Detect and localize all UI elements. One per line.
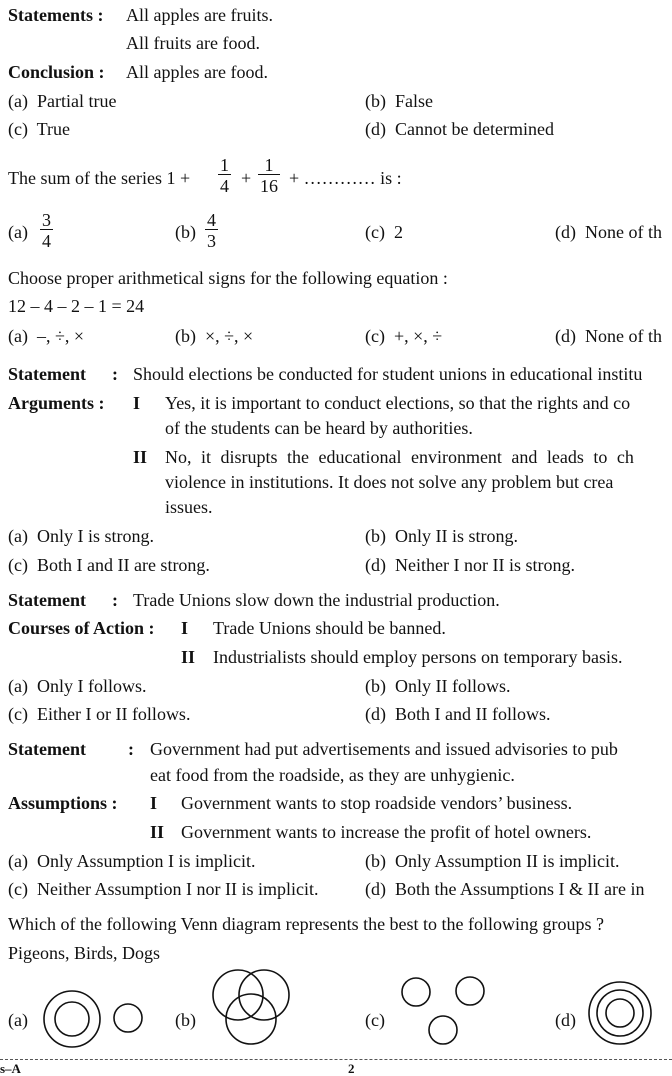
venn-d-inner-circle	[606, 999, 634, 1027]
page-number: 2	[348, 1061, 355, 1076]
statement-2: All fruits are food.	[126, 33, 260, 53]
assumptions-label: Assumptions :	[8, 793, 118, 813]
q4-option-a[interactable]: (a) Only I is strong.	[8, 526, 154, 546]
q3-option-c[interactable]: (c) +, ×, ÷	[365, 326, 443, 346]
course-2: Industrialists should employ persons on temporary basis.	[213, 647, 623, 667]
argument-1-line-1: Yes, it is important to conduct elections, so that the rights and co	[165, 393, 631, 413]
q1-option-d[interactable]: (d) Cannot be determined	[365, 119, 554, 139]
q7-option-a-key[interactable]: (a)	[8, 1010, 28, 1030]
conclusion-label: Conclusion :	[8, 62, 105, 82]
q3-option-a[interactable]: (a) –, ÷, ×	[8, 326, 85, 346]
argument-1-line-2: of the students can be heard by authorities.	[165, 418, 473, 438]
q4-option-b[interactable]: (b) Only II is strong.	[365, 526, 518, 546]
q4-option-c[interactable]: (c) Both I and II are strong.	[8, 555, 210, 575]
argument-1-numeral: I	[133, 393, 141, 413]
q1-option-a[interactable]: (a) Partial true	[8, 91, 117, 111]
venn-option-d[interactable]	[586, 978, 666, 1058]
argument-2-line-2: violence in institutions. It does not solve any problem but crea	[165, 472, 614, 492]
course-1: Trade Unions should be banned.	[213, 618, 446, 638]
q5-colon: :	[112, 590, 118, 610]
q7-groups: Pigeons, Birds, Dogs	[8, 943, 161, 963]
q3-option-b[interactable]: (b) ×, ÷, ×	[175, 326, 254, 346]
venn-a-outer-circle	[44, 991, 100, 1047]
assumption-1-numeral: I	[150, 793, 158, 813]
q5-option-a[interactable]: (a) Only I follows.	[8, 676, 147, 696]
q2-stem-end: + ………… is :	[289, 168, 402, 188]
venn-option-c[interactable]	[396, 972, 496, 1052]
argument-2-numeral: II	[133, 447, 148, 467]
q3-stem: Choose proper arithmetical signs for the following equation :	[8, 268, 448, 288]
q2-option-a-key[interactable]: (a)	[8, 222, 28, 242]
argument-2-line-3: issues.	[165, 497, 213, 517]
q6-colon: :	[128, 739, 134, 759]
q4-statement: Should elections be conducted for student unions in educational institu	[133, 364, 643, 384]
q1-option-c[interactable]: (c) True	[8, 119, 71, 139]
q5-statement-label: Statement	[8, 590, 86, 610]
q2-option-b-fraction[interactable]: $\frac{4}{3}$	[207, 210, 216, 251]
fraction-1-over-16: $\frac{1}{16}$	[260, 155, 278, 196]
q2-option-d[interactable]: (d) None of th	[555, 222, 662, 242]
q1-option-b[interactable]: (b) False	[365, 91, 433, 111]
assumption-2-numeral: II	[150, 822, 165, 842]
venn-d-middle-circle	[597, 990, 643, 1036]
course-1-numeral: I	[181, 618, 189, 638]
statement-1: All apples are fruits.	[126, 5, 273, 25]
venn-option-a[interactable]	[40, 985, 160, 1055]
q6-statement-label: Statement	[8, 739, 86, 759]
venn-c-bottom-circle	[429, 1016, 457, 1044]
venn-a-inner-circle	[55, 1002, 89, 1036]
assumption-1: Government wants to stop roadside vendors’ business.	[181, 793, 573, 813]
q4-option-d[interactable]: (d) Neither I nor II is strong.	[365, 555, 575, 575]
venn-a-separate-circle	[114, 1004, 142, 1032]
conclusion-text: All apples are food.	[126, 62, 268, 82]
q3-option-d[interactable]: (d) None of th	[555, 326, 662, 346]
fraction-1-over-4: $\frac{1}{4}$	[220, 155, 229, 196]
venn-d-outer-circle	[589, 982, 651, 1044]
q3-equation: 12 – 4 – 2 – 1 = 24	[8, 296, 145, 316]
argument-2-line-1: No, it disrupts the educational environment and leads to ch	[165, 447, 634, 467]
q2-option-b-key[interactable]: (b)	[175, 222, 196, 242]
q2-stem-start: The sum of the series 1 +	[8, 168, 191, 188]
q7-option-b-key[interactable]: (b)	[175, 1010, 196, 1030]
q2-option-c[interactable]: (c) 2	[365, 222, 403, 242]
q6-option-b[interactable]: (b) Only Assumption II is implicit.	[365, 851, 620, 871]
q5-option-b[interactable]: (b) Only II follows.	[365, 676, 511, 696]
q6-option-a[interactable]: (a) Only Assumption I is implicit.	[8, 851, 256, 871]
venn-c-left-circle	[402, 978, 430, 1006]
course-2-numeral: II	[181, 647, 196, 667]
statements-label: Statements :	[8, 5, 104, 25]
q4-colon: :	[112, 364, 118, 384]
assumption-2: Government wants to increase the profit of hotel owners.	[181, 822, 592, 842]
q2-plus: +	[241, 168, 252, 188]
q2-option-a-fraction[interactable]: $\frac{3}{4}$	[42, 210, 51, 251]
q5-option-c[interactable]: (c) Either I or II follows.	[8, 704, 191, 724]
footer-series: s–A	[0, 1061, 21, 1076]
q6-option-d[interactable]: (d) Both the Assumptions I & II are in	[365, 879, 645, 899]
arguments-label: Arguments :	[8, 393, 105, 413]
footer-divider	[0, 1059, 672, 1060]
q5-statement: Trade Unions slow down the industrial production.	[133, 590, 500, 610]
q6-statement-line-1: Government had put advertisements and issued advisories to pub	[150, 739, 618, 759]
q6-option-c[interactable]: (c) Neither Assumption I nor II is implicit.	[8, 879, 319, 899]
q4-statement-label: Statement	[8, 364, 86, 384]
q7-stem: Which of the following Venn diagram represents the best to the following groups ?	[8, 914, 605, 934]
venn-option-b[interactable]	[208, 966, 298, 1056]
q5-option-d[interactable]: (d) Both I and II follows.	[365, 704, 551, 724]
courses-of-action-label: Courses of Action :	[8, 618, 155, 638]
q6-statement-line-2: eat food from the roadside, as they are unhygienic.	[150, 765, 515, 785]
q7-option-c-key[interactable]: (c)	[365, 1010, 385, 1030]
q7-option-d-key[interactable]: (d)	[555, 1010, 576, 1030]
venn-c-right-circle	[456, 977, 484, 1005]
